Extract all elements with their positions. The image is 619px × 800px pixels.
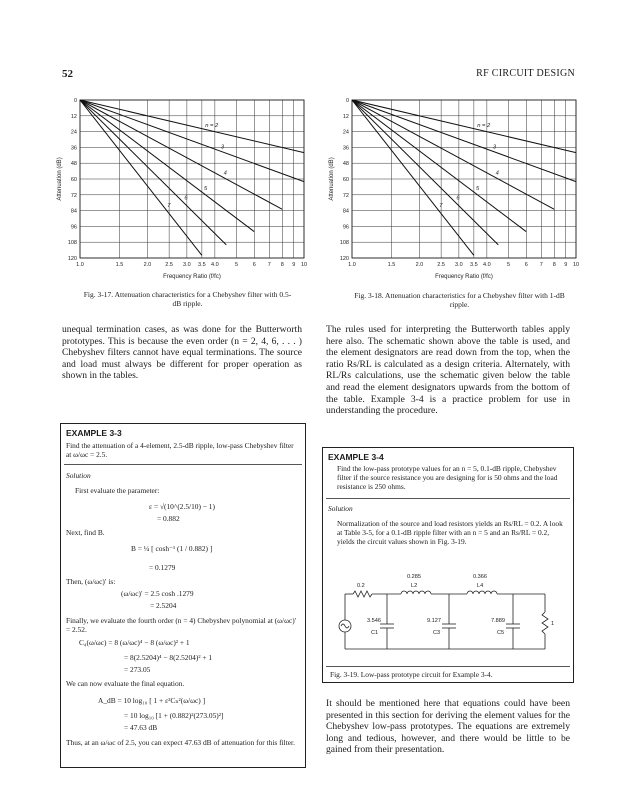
example-3-3-step2: Next, find B.: [66, 528, 105, 537]
caption-fig-3-17: Fig. 3-17. Attenuation characteristics for a Chebyshev filter with 0.5-dB ripple.: [83, 290, 292, 308]
y-tick-label: 120: [67, 256, 77, 262]
page-number: 52: [62, 68, 73, 80]
x-tick-label: 3.5: [198, 262, 206, 268]
example-3-3-eq4-expand: = 8(2.5204)⁴ − 8(2.5204)² + 1: [124, 653, 213, 662]
series-annotation: n = 2: [205, 122, 219, 129]
example-3-4-box: [322, 447, 574, 683]
caption-fig-3-19: Fig. 3-19. Low-pass prototype circuit for Example 3-4.: [330, 670, 493, 679]
example-3-3-eq2: B = ¼ [ cosh⁻¹ (1 / 0.882) ]: [131, 544, 213, 553]
example-3-3-eq4: C₄(ω/ωc) = 8 (ω/ωc)⁴ − 8 (ω/ωc)² + 1: [79, 638, 190, 647]
x-tick-label: 1.0: [76, 262, 84, 268]
y-tick-label: 96: [342, 224, 349, 231]
y-tick-label: 0: [345, 98, 349, 104]
chart-fig-3-17-svg: [54, 92, 316, 292]
y-tick-label: 96: [70, 224, 77, 231]
caption-fig-3-18: Fig. 3-18. Attenuation characteristics for a Chebyshev filter with 1-dB ripple.: [354, 291, 565, 309]
circuit-c1-label: C1: [371, 630, 379, 636]
series-annotation: 4: [223, 170, 227, 177]
example-3-3-eq1-result: = 0.882: [157, 514, 180, 523]
series-annotation: 7: [439, 202, 443, 209]
series-annotation: 4: [495, 170, 499, 177]
x-tick-label: 3.0: [183, 262, 191, 268]
series-annotation: 6: [456, 195, 460, 202]
inductor-l4: [467, 591, 497, 594]
y-tick-label: 24: [70, 129, 77, 136]
example-3-3-title: EXAMPLE 3-3: [66, 428, 122, 438]
example-3-3-step3: Then, (ω/ωc)′ is:: [66, 577, 116, 586]
y-tick-label: 36: [342, 145, 349, 152]
x-tick-label: 3.5: [470, 262, 478, 268]
x-tick-label: 8: [552, 262, 556, 268]
series-annotation: 7: [167, 202, 171, 209]
series-annotation: 5: [476, 186, 480, 193]
series-line-5: [352, 100, 526, 232]
y-tick-label: 84: [70, 208, 77, 215]
series-line-6: [80, 100, 226, 245]
series-line-4: [80, 100, 282, 209]
example-3-3-eq5-result: = 47.63 dB: [124, 723, 158, 732]
divider: [326, 498, 570, 499]
circuit-c3-value: 9.127: [427, 618, 441, 624]
x-tick-label: 9: [292, 262, 296, 268]
y-tick-label: 60: [342, 177, 349, 183]
x-tick-label: 7: [267, 262, 271, 268]
series-line-5: [80, 100, 254, 232]
y-tick-label: 108: [339, 240, 349, 247]
example-3-3-step1: First evaluate the parameter:: [75, 486, 160, 495]
x-tick-label: 3.0: [455, 262, 463, 268]
circuit-l2-value: 0.285: [407, 574, 421, 580]
running-head: RF CIRCUIT DESIGN: [476, 68, 575, 79]
circuit-c1-value: 3.546: [367, 618, 381, 624]
y-tick-label: 72: [70, 192, 77, 199]
example-3-3-problem: Find the attenuation of a 4-element, 2.5-dB ripple, low-pass Chebyshev filter at ω/ωc = 2.5.: [66, 441, 294, 459]
y-tick-label: 60: [70, 177, 77, 183]
x-tick-label: 1.5: [115, 262, 124, 268]
x-tick-label: 2.0: [143, 262, 152, 268]
source-resistor: [353, 591, 372, 597]
inductor-l2: [401, 591, 431, 594]
x-tick-label: 8: [280, 262, 284, 268]
load-resistor: [542, 612, 548, 634]
y-tick-label: 36: [70, 145, 77, 152]
y-tick-label: 12: [70, 113, 77, 120]
y-tick-label: 48: [70, 161, 77, 168]
circuit-l4-label: L4: [477, 583, 484, 589]
y-tick-label: 108: [67, 240, 77, 247]
y-tick-label: 0: [73, 98, 77, 104]
circuit-fig-3-19: [327, 564, 571, 662]
circuit-l2-label: L2: [411, 583, 418, 589]
series-annotation: 3: [220, 144, 225, 151]
x-tick-label: 2.5: [437, 262, 445, 268]
y-tick-label: 24: [342, 129, 349, 136]
x-tick-label: 10: [300, 262, 308, 268]
example-3-3-solution-label: Solution: [66, 471, 91, 480]
series-annotation: n = 2: [477, 122, 491, 129]
example-3-3-eq4-result: = 273.05: [124, 665, 151, 674]
x-tick-label: 6: [524, 262, 528, 268]
x-tick-label: 9: [564, 262, 568, 268]
circuit-c5-value: 7.889: [491, 618, 505, 624]
x-tick-label: 6: [252, 262, 256, 268]
right-paragraph-2: It should be mentioned here that equations could have been presented in this section for deriving the element values for the Chebyshev low-pass prototypes. The equations are extremely long and tedious, however, and there would be little to be gained from their presentation.: [326, 698, 570, 756]
y-tick-label: 12: [342, 113, 349, 120]
x-axis-label: Frequency Ratio (f/fc): [163, 274, 221, 280]
example-3-4-problem: Find the low-pass prototype values for an n = 5, 0.1-dB ripple, Chebyshev filter if the source resistance you are designing for is 50 ohms and the load resistance is 250 ohms.: [337, 464, 558, 491]
x-tick-label: 2.0: [415, 262, 424, 268]
example-3-3-eq2-result: = 0.1279: [149, 563, 176, 572]
circuit-rs-value: 0.2: [357, 583, 365, 589]
chart-fig-3-18: [326, 92, 588, 292]
example-3-3-step5: We can now evaluate the final equation.: [66, 679, 185, 688]
circuit-rl-value: 1: [551, 621, 555, 627]
right-paragraph-1: The rules used for interpreting the Butterworth tables apply here also. The schematic shown above the table is used, and the element designators are read down from the top, when the ratio Rs/RL is calculated as a design criteria. Alternately, with RL/Rs calculations, use the schematic given below the table and read the element designators upwards from the bottom of the table. Example 3-4 is a practice problem for use in understanding the procedure.: [326, 324, 570, 417]
y-axis-label: Attenuation (dB): [57, 157, 63, 201]
series-annotation: 6: [184, 195, 188, 202]
circuit-c3-label: C3: [433, 630, 441, 636]
chart-fig-3-18-svg: [326, 92, 588, 292]
y-tick-label: 48: [342, 161, 349, 168]
divider: [326, 666, 570, 667]
series-line-3: [352, 100, 576, 182]
x-axis-label: Frequency Ratio (f/fc): [435, 274, 493, 280]
example-3-3-eq5: A_dB = 10 log₁₀ [ 1 + ε²Cₙ²(ω/ωc) ]: [98, 696, 206, 705]
series-line-3: [80, 100, 304, 182]
left-paragraph: unequal termination cases, as was done for the Butterworth prototypes. This is because the even order (n = 2, 4, 6, . . . ) Chebyshev filters cannot have equal terminations. The source and load must always be different for proper operation as shown in the tables.: [62, 324, 302, 382]
chart-fig-3-17: [54, 92, 316, 292]
series-annotation: 3: [492, 144, 497, 151]
x-tick-label: 10: [572, 262, 580, 268]
x-tick-label: 4.0: [483, 262, 491, 268]
x-tick-label: 7: [539, 262, 543, 268]
x-tick-label: 2.5: [165, 262, 173, 268]
series-line-2: [80, 100, 304, 153]
example-3-3-eq3-result: = 2.5204: [150, 601, 177, 610]
y-tick-label: 120: [339, 256, 349, 262]
series-line-4: [352, 100, 554, 209]
example-3-3-eq3: (ω/ωc)′ = 2.5 cosh .1279: [121, 589, 194, 598]
series-line-2: [352, 100, 576, 153]
x-tick-label: 5: [235, 262, 239, 268]
example-3-3-box: [60, 423, 306, 768]
divider: [64, 464, 302, 465]
y-tick-label: 84: [342, 208, 349, 215]
x-tick-label: 4.0: [211, 262, 219, 268]
y-tick-label: 72: [342, 192, 349, 199]
series-line-6: [352, 100, 498, 245]
example-3-3-eq1: ε = √(10^(2.5/10) − 1): [149, 502, 215, 511]
x-tick-label: 1.5: [387, 262, 396, 268]
y-axis-label: Attenuation (dB): [329, 157, 335, 201]
example-3-4-text: Normalization of the source and load resistors yields an Rs/RL = 0.2. A look at Table 3-5, for a 0.1-dB ripple filter with an n = 5 and an Rs/RL = 0.2, yields the circuit values shown in Fig. 3-19.: [337, 519, 563, 546]
x-tick-label: 1.0: [348, 262, 356, 268]
example-3-4-title: EXAMPLE 3-4: [328, 452, 384, 462]
x-tick-label: 5: [507, 262, 511, 268]
circuit-c5-label: C5: [497, 630, 505, 636]
series-annotation: 5: [204, 186, 208, 193]
example-3-3-step4: Finally, we evaluate the fourth order (n = 4) Chebyshev polynomial at (ω/ωc)′ = 2.52.: [66, 616, 297, 634]
example-3-4-solution-label: Solution: [328, 504, 353, 513]
circuit-l4-value: 0.366: [473, 574, 487, 580]
example-3-3-eq5-expand: = 10 log₁₀ [1 + (0.882)²(273.05)²]: [124, 711, 224, 720]
example-3-3-conclusion: Thus, at an ω/ωc of 2.5, you can expect 47.63 dB of attenuation for this filter.: [66, 738, 295, 747]
